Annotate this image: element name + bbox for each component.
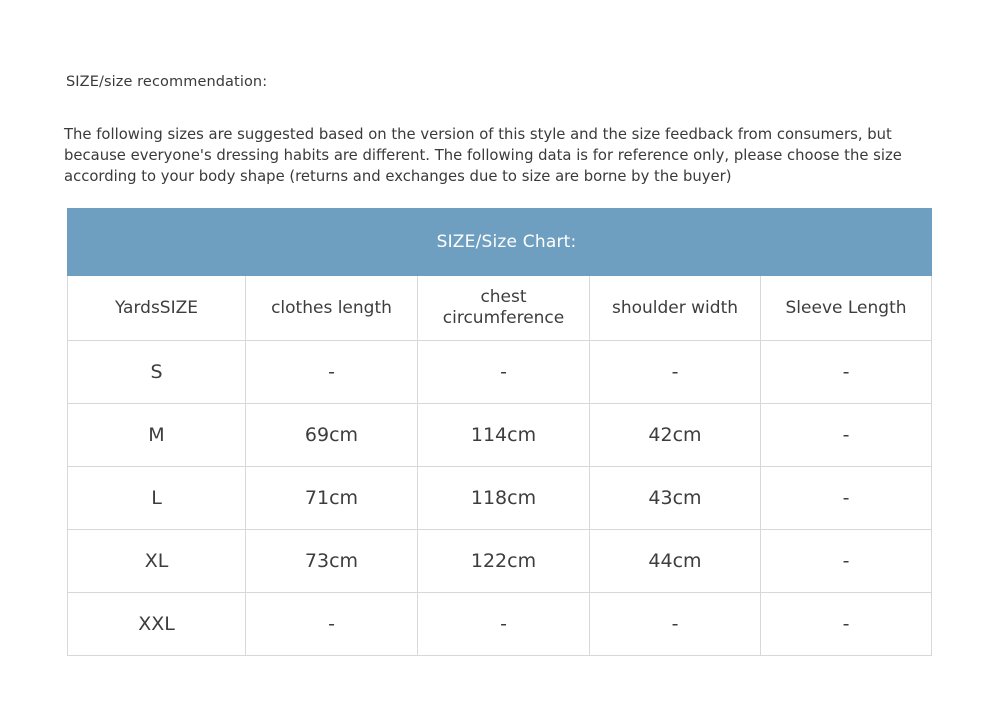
size-chart-caption: SIZE/Size Chart: [68,209,932,276]
table-row [68,530,932,593]
row-size-label: S [68,341,246,404]
cell-shoulder-width: 42cm [590,404,761,467]
column-header-clothes-length: clothes length [246,276,418,341]
cell-chest-circumference: 118cm [418,467,590,530]
table-row [68,593,932,656]
cell-clothes-length: 73cm [246,530,418,593]
cell-chest-circumference: - [418,593,590,656]
cell-shoulder-width: - [590,593,761,656]
cell-shoulder-width: 43cm [590,467,761,530]
size-chart-table [67,208,932,656]
cell-sleeve-length: - [761,404,932,467]
column-header-shoulder-width: shoulder width [590,276,761,341]
cell-clothes-length: - [246,593,418,656]
column-header-size: YardsSIZE [68,276,246,341]
cell-chest-circumference: 122cm [418,530,590,593]
table-row [68,341,932,404]
cell-sleeve-length: - [761,341,932,404]
cell-shoulder-width: - [590,341,761,404]
cell-chest-circumference: - [418,341,590,404]
cell-sleeve-length: - [761,530,932,593]
cell-sleeve-length: - [761,467,932,530]
row-size-label: M [68,404,246,467]
table-header-row [68,276,932,341]
cell-chest-circumference: 114cm [418,404,590,467]
table-row [68,467,932,530]
cell-clothes-length: 69cm [246,404,418,467]
row-size-label: XL [68,530,246,593]
cell-clothes-length: 71cm [246,467,418,530]
cell-sleeve-length: - [761,593,932,656]
table-caption-row [68,209,932,276]
row-size-label: L [68,467,246,530]
intro-paragraph: The following sizes are suggested based on the version of this style and the size feedback from consumers, but because everyone's dressing habits are different. The following data is for reference only, please choose the size according to your body shape (returns and exchanges due to size are borne by the buyer) [64,126,902,185]
cell-clothes-length: - [246,341,418,404]
column-header-chest-circumference: chest circumference [418,276,590,341]
table-row [68,404,932,467]
intro-title: SIZE/size recommendation: [66,74,268,90]
column-header-sleeve-length: Sleeve Length [761,276,932,341]
row-size-label: XXL [68,593,246,656]
cell-shoulder-width: 44cm [590,530,761,593]
